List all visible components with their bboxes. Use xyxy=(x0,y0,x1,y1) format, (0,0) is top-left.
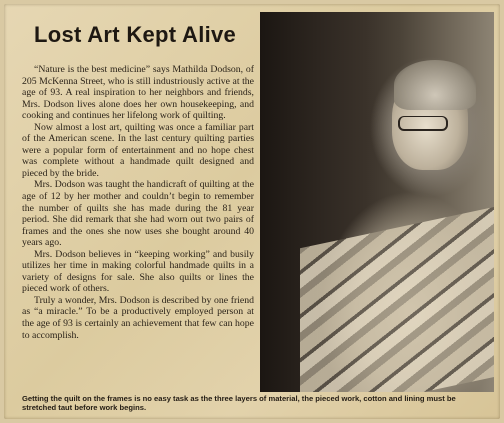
quilt-image xyxy=(300,206,494,392)
article-paragraph: Mrs. Dodson believes in “keeping working” and busily utilizes her time in making colorful handmade quilts in a variety of designs for sale. She also quilts or lines the pieced work of others. xyxy=(22,248,254,295)
quilter-photo xyxy=(260,12,494,392)
eyeglasses-image xyxy=(398,116,448,131)
article-paragraph: “Nature is the best medicine” says Mathilda Dodson, of 205 McKenna Street, who is still industriously active at the age of 93. A real inspiration to her neighbors and friends, Mrs. Dodson lives alone does her own housekeeping, and cooking and continues her lifelong work of quilting. xyxy=(22,64,254,122)
article-paragraph: Truly a wonder, Mrs. Dodson is described by one friend as “a miracle.” To be a productively employed person at the age of 93 is certainly an achievement that few can hope to accomplish. xyxy=(22,294,254,341)
article-body xyxy=(22,64,254,382)
article-paragraph: Now almost a lost art, quilting was once a familiar part of the American scene. In the last century quilting parties were a popular form of entertainment and no hope chest was complete without a handmade quilt designed and pieced by the bride. xyxy=(22,121,254,179)
woman-hair-image xyxy=(394,60,476,110)
headline: Lost Art Kept Alive xyxy=(34,22,237,47)
photo-caption: Getting the quilt on the frames is no easy task as the three layers of material, the pieced work, cotton and lining must be stretched taut before work begins. xyxy=(22,394,456,413)
article-paragraph: Mrs. Dodson was taught the handicraft of quilting at the age of 12 by her mother and couldn’t begin to remember the number of quilts she has made during the 81 year period. She did remark that she had worn out two pairs of frames and the ones she now uses she bought around 40 years ago. xyxy=(22,179,254,249)
